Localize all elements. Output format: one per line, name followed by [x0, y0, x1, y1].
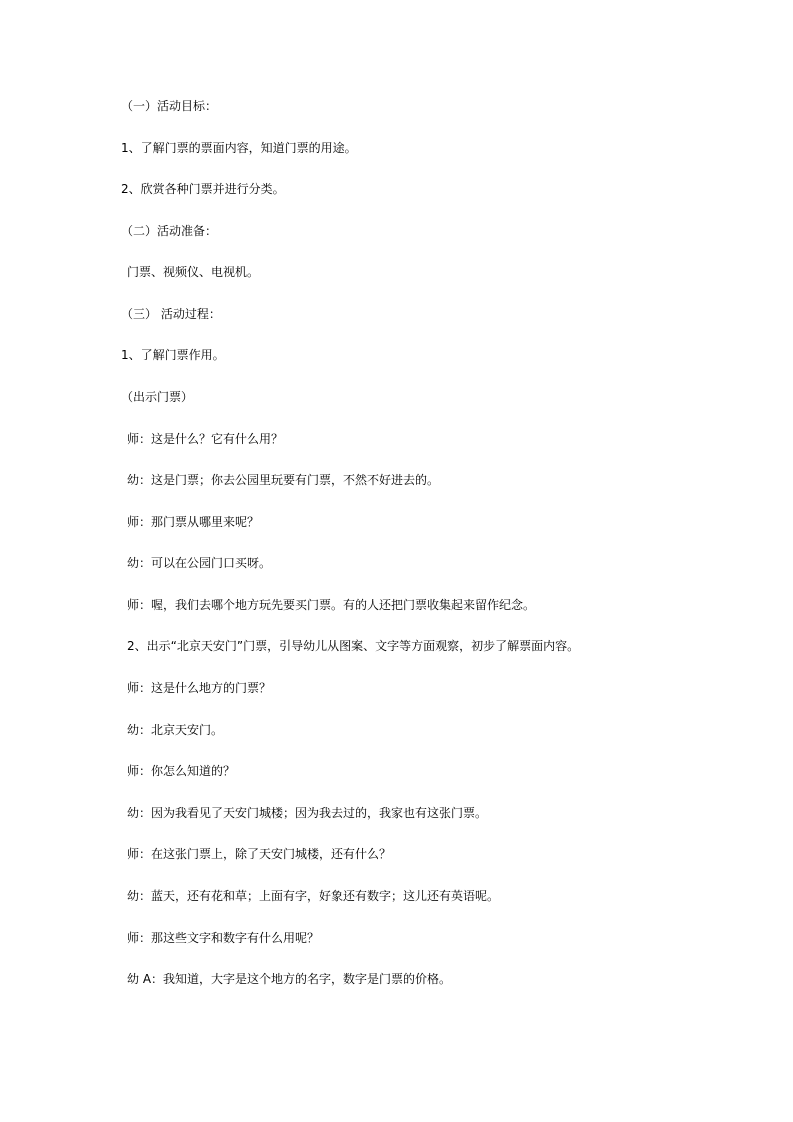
paragraph: （出示门票）: [121, 390, 194, 404]
section-heading-process: （三） 活动过程：: [121, 307, 221, 321]
dialogue-line: 幼 A：我知道，大字是这个地方的名字，数字是门票的价格。: [127, 972, 452, 986]
dialogue-line: 师：这是什么？它有什么用？: [127, 432, 284, 446]
dialogue-line: 师：这是什么地方的门票？: [127, 681, 272, 695]
dialogue-line: 师：你怎么知道的？: [127, 764, 236, 778]
section-heading-objectives: （一）活动目标：: [121, 99, 218, 113]
dialogue-line: 幼：这是门票；你去公园里玩要有门票，不然不好进去的。: [127, 473, 440, 487]
dialogue-line: 师：那这些文字和数字有什么用呢？: [127, 931, 320, 945]
paragraph: 1、了解门票的票面内容，知道门票的用途。: [121, 141, 357, 155]
dialogue-line: 幼：北京天安门。: [127, 723, 224, 737]
paragraph: 2、出示“北京天安门”门票，引导幼儿从图案、文字等方面观察，初步了解票面内容。: [127, 639, 580, 653]
dialogue-line: 幼：蓝天，还有花和草；上面有字，好象还有数字；这儿还有英语呢。: [127, 889, 500, 903]
dialogue-line: 师：那门票从哪里来呢？: [127, 515, 260, 529]
paragraph: 2、欣赏各种门票并进行分类。: [121, 182, 285, 196]
paragraph: 1、了解门票作用。: [121, 348, 225, 362]
section-heading-preparation: （二）活动准备：: [121, 224, 218, 238]
dialogue-line: 幼：因为我看见了天安门城楼；因为我去过的，我家也有这张门票。: [127, 806, 488, 820]
dialogue-line: 师：喔，我们去哪个地方玩先要买门票。有的人还把门票收集起来留作纪念。: [127, 598, 536, 612]
paragraph: 门票、视频仪、电视机。: [127, 265, 260, 279]
dialogue-line: 师：在这张门票上，除了天安门城楼，还有什么？: [127, 847, 392, 861]
dialogue-line: 幼：可以在公园门口买呀。: [127, 556, 272, 570]
